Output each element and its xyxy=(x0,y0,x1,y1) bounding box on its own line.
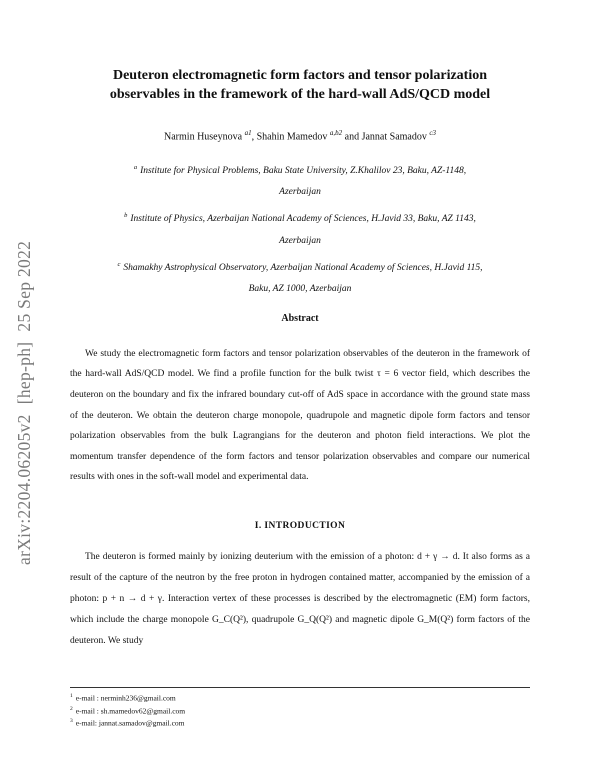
footnotes xyxy=(70,687,530,729)
affiliation-text: Azerbaijan xyxy=(279,187,321,198)
paper-title xyxy=(70,66,530,104)
arxiv-id: arXiv:2204.06205v2 xyxy=(14,414,34,565)
title-line-2: observables in the framework of the hard-wall AdS/QCD model xyxy=(109,87,491,102)
arxiv-stamp xyxy=(14,231,35,565)
footnote-mark: 2 xyxy=(70,705,73,712)
footnote-mark: 3 xyxy=(70,718,73,724)
intro-paragraph: The deuteron is formed mainly by ionizing deuterium with the emission of a photon: d + γ → d. It also forms as a result of the capture of the neutron by the free proton in hydrogen contained matter, accompanied by the emission of a photon: p + n → d + γ. Interaction vertex of these processes is described by the electromagnetic (EM) form factors, which include the charge monopole G_C(Q²), quadrupole G_Q(Q²) and magnetic dipole G_M(Q²) form factors of the deuteron. We study xyxy=(70,551,530,646)
author-mark: a,b2 xyxy=(329,129,343,137)
footnote xyxy=(70,704,250,717)
title-line-1: Deuteron electromagnetic form factors and tensor polarization xyxy=(112,68,488,83)
author-name: Jannat Samadov xyxy=(361,131,427,143)
author-mark: a1 xyxy=(244,129,252,137)
affiliation-text: Institute of Physics, Azerbaijan National Academy of Sciences, H.Javid 33, Baku, AZ 1143, xyxy=(130,214,476,225)
author-separator: , xyxy=(251,131,257,143)
affiliations xyxy=(70,157,530,299)
author-separator: and xyxy=(342,131,362,143)
abstract-heading: Abstract xyxy=(281,312,319,324)
affiliation-text: Institute for Physical Problems, Baku State University, Z.Khalilov 23, Baku, AZ-1148, xyxy=(140,166,467,177)
arxiv-date: 25 Sep 2022 xyxy=(14,240,34,332)
paper-page xyxy=(70,0,530,728)
affiliation-b xyxy=(70,205,530,251)
author-name: Narmin Huseynova xyxy=(164,131,243,143)
section-heading: I. INTRODUCTION xyxy=(254,520,346,531)
affiliation-c xyxy=(70,254,530,300)
affiliation-mark: b xyxy=(124,212,128,220)
author-name: Shahin Mamedov xyxy=(256,131,328,143)
footnote-text: e-mail: jannat.samadov@gmail.com xyxy=(75,718,185,728)
footnote xyxy=(70,691,250,704)
abstract-text: We study the electromagnetic form factors and tensor polarization observables of the deuteron in the framework of the hard-wall AdS/QCD model. We find a profile function for the bulk twist τ = 6 vector field, which describes the deuteron on the boundary and fix the infrared boundary cut-off of AdS space in accordance with the ground state mass of the deuteron. We obtain the deuteron charge monopole, quadrupole and magnetic dipole form factors and tensor polarization observables from the bulk Lagrangians for the deuteron and photon field interactions. We plot the momentum transfer dependence of the form factors and tensor polarization observables and compare our numerical results with ones in the soft-wall model and experimental data. xyxy=(70,348,530,483)
footnote-text: e-mail : nerminh236@gmail.com xyxy=(75,693,176,703)
author-mark: c3 xyxy=(429,129,436,137)
arxiv-category: [hep-ph] xyxy=(14,341,34,405)
footnote-mark: 1 xyxy=(70,693,73,699)
affiliation-a xyxy=(70,157,530,203)
footnote xyxy=(70,716,250,729)
footnote-text: e-mail : sh.mamedov62@gmail.com xyxy=(75,706,186,715)
author-list xyxy=(70,129,530,142)
affiliation-text: Azerbaijan xyxy=(279,235,321,246)
affiliation-text: Baku, AZ 1000, Azerbaijan xyxy=(248,283,352,294)
affiliation-mark: c xyxy=(117,260,121,268)
affiliation-text: Shamakhy Astrophysical Observatory, Azerbaijan National Academy of Sciences, H.Javid 115, xyxy=(123,262,483,273)
affiliation-mark: a xyxy=(133,164,138,172)
